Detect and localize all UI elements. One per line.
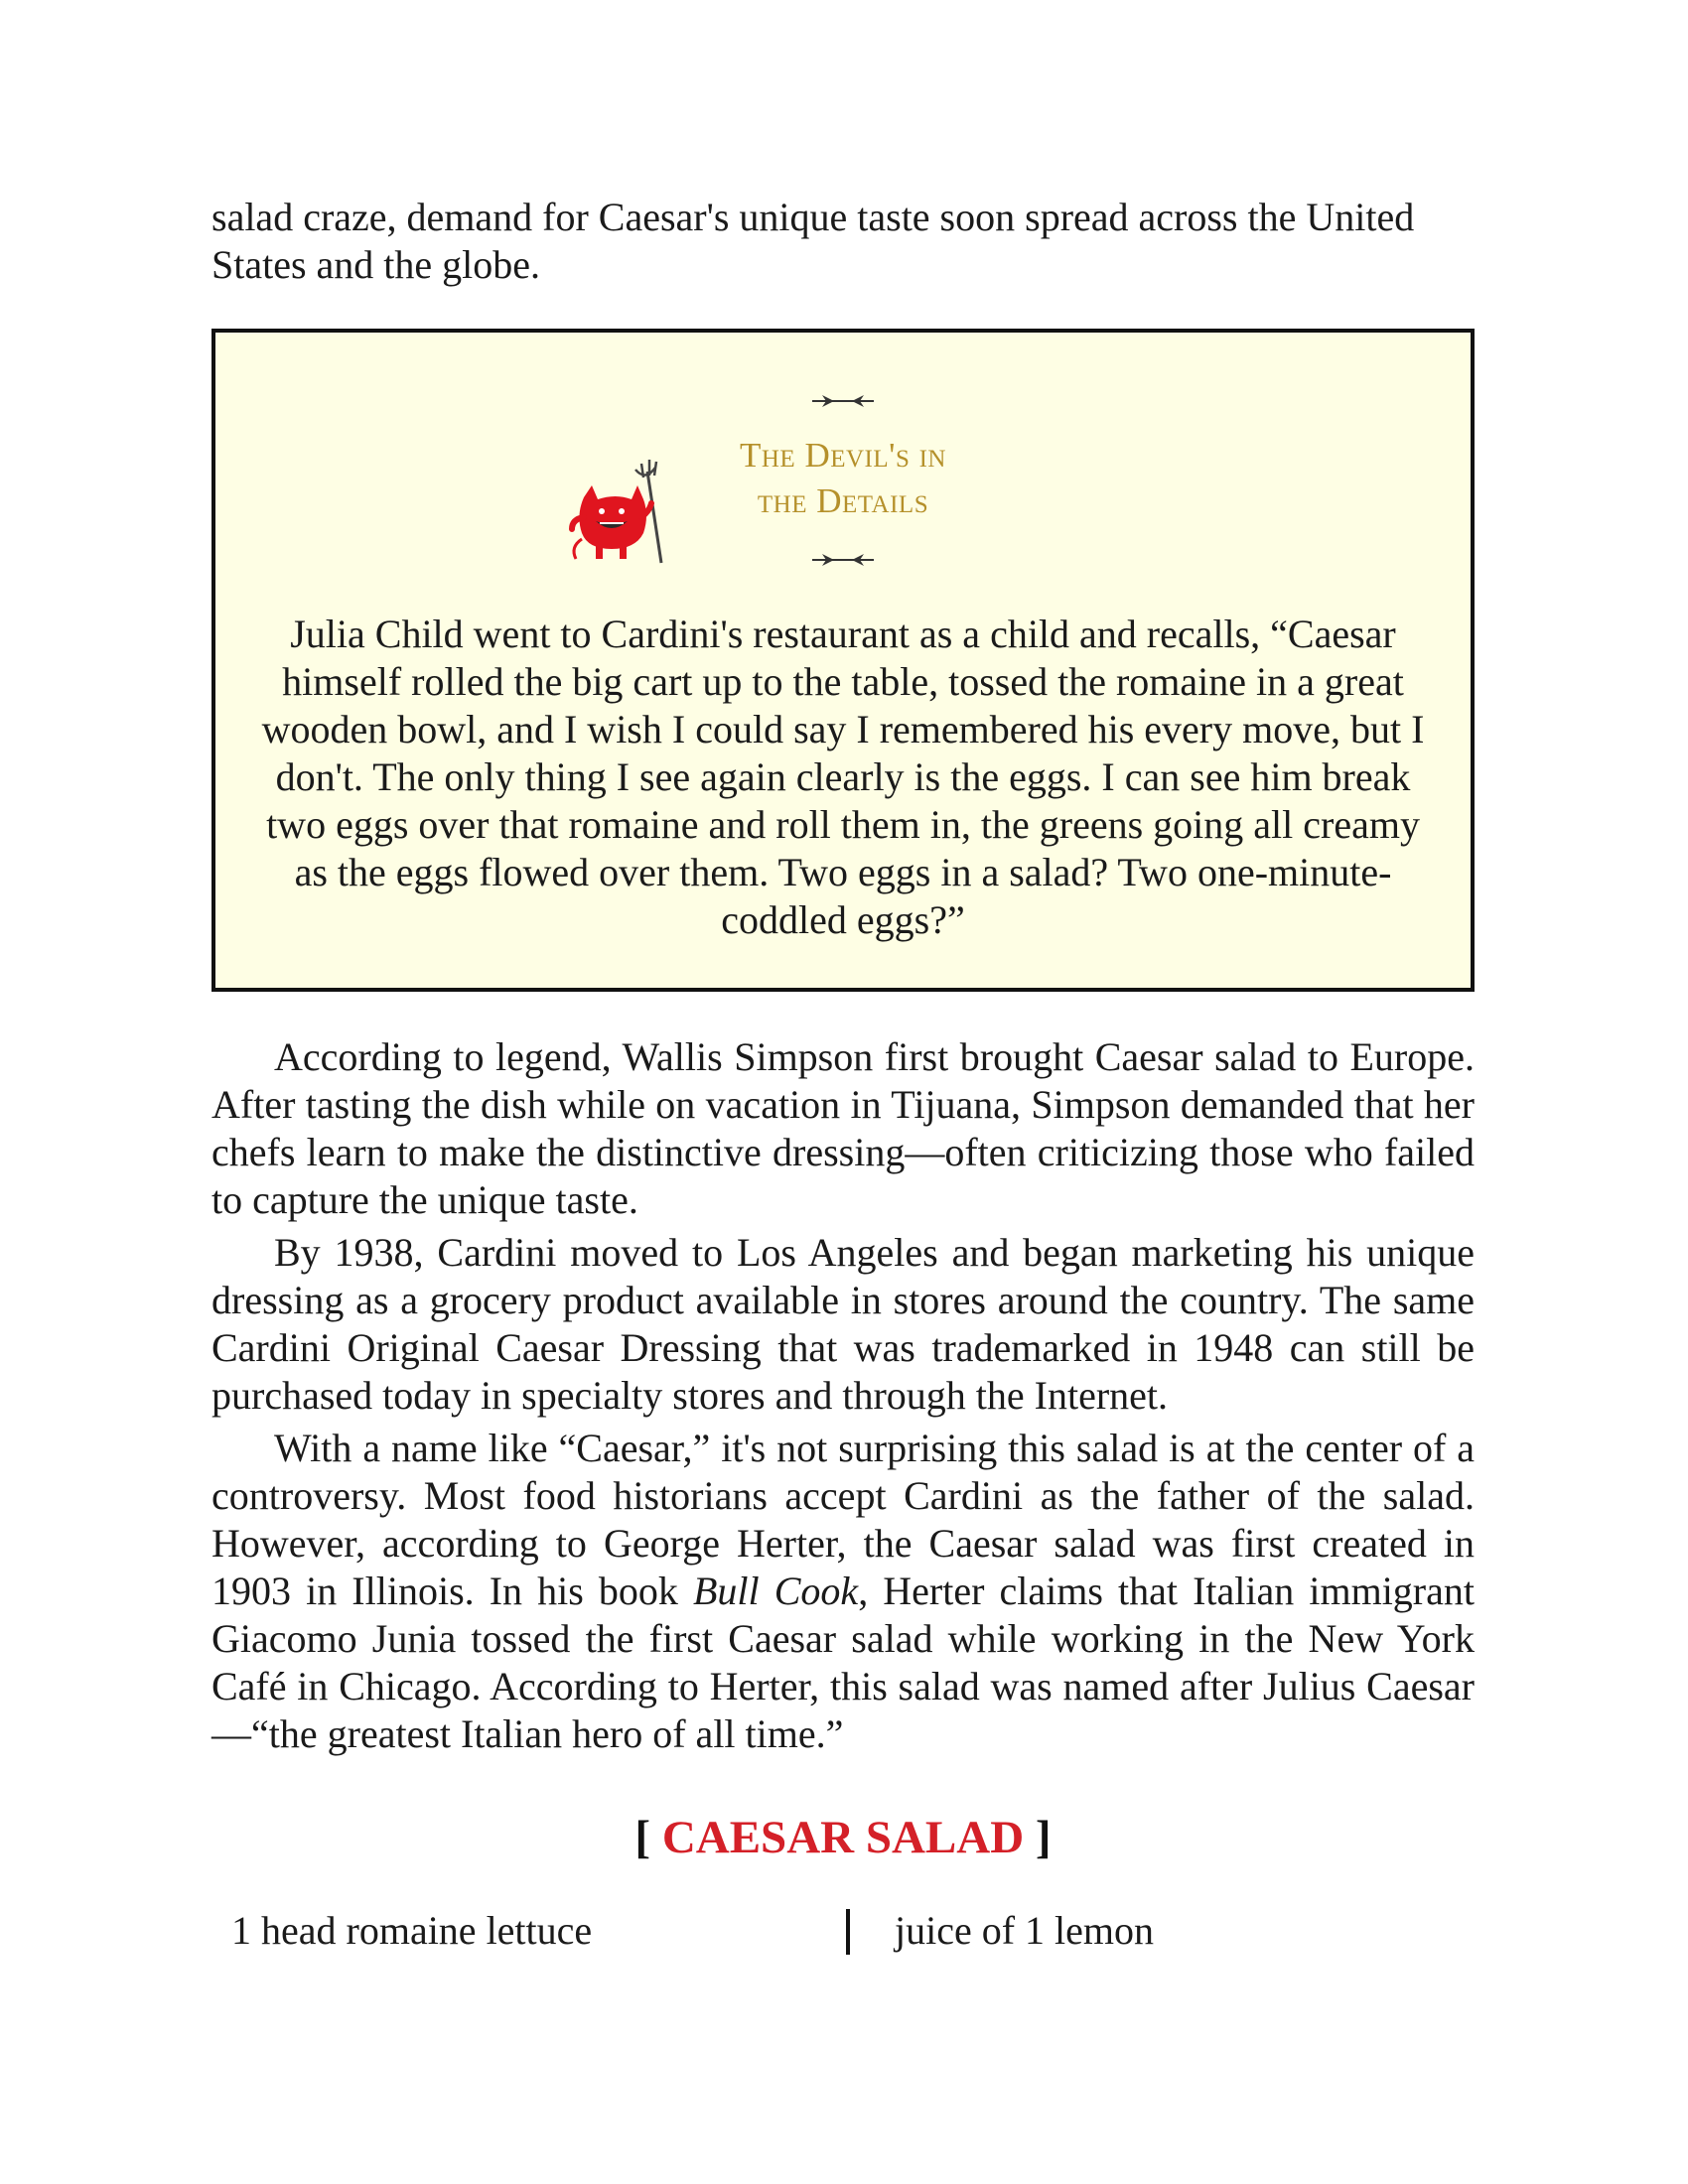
sidebar-title-line-2: the Details <box>757 481 929 520</box>
julia-child-quote: Julia Child went to Cardini's restaurant as a child and recalls, “Caesar himself rolled the big cart up to the table, tossed the romaine in a great wooden bowl, and I wish I could say I remembered his every move, but I don't. The only thing I see again clearly is the eggs. I can see him break two eggs over that romaine and roll them in, the greens going all creamy as the eggs flowed over them. Two eggs in a salad? Two one-minute-coddled eggs?” <box>261 612 1425 942</box>
arrow-ornament-icon <box>215 390 1471 412</box>
sidebar-title-line-1: The Devil's in <box>740 436 946 475</box>
controversy-text-end: , Herter claims that Italian immigrant Giacomo Junia tossed the first Caesar salad while working in the New York Café in Chicago. According to Herter, this salad was named after Julius Caesar—“the greatest Italian hero of all time.” <box>211 1569 1475 1756</box>
body-text <box>211 1033 1475 1758</box>
recipe-bracket-open: [ <box>634 1812 651 1863</box>
recipe-name: CAESAR SALAD <box>661 1812 1025 1863</box>
ingredient-lemon: juice of 1 lemon <box>895 1908 1155 1953</box>
paragraph-controversy <box>211 1425 1475 1758</box>
devils-details-sidebar <box>211 329 1475 992</box>
paragraph-wallis-simpson: According to legend, Wallis Simpson first brought Caesar salad to Europe. After tasting the dish while on vacation in Tijuana, Simpson demanded that her chefs learn to make the distinctive dressing—often criticizing those who failed to capture the unique taste. <box>211 1034 1475 1222</box>
paragraph-cardini-1938: By 1938, Cardini moved to Los Angeles and began marketing his unique dressing as a grocery product available in stores around the country. The same Cardini Original Caesar Dressing that was trademarked in 1948 can still be purchased today in specialty stores and through the Internet. <box>211 1230 1475 1418</box>
recipe-bracket-close: ] <box>1035 1812 1052 1863</box>
ingredient-column-divider <box>846 1909 850 1955</box>
page-content <box>211 194 1475 1963</box>
recipe-title <box>211 1810 1475 1865</box>
ingredient-list <box>211 1903 1475 1963</box>
controversy-text-start: With a name like “Caesar,” it's not surprising this salad is at the center of a controversy. Most food historians accept Cardini as the father of the salad. However, according to George Herter, the Caesar salad was first created in 1903 in Illinois. In his book <box>211 1426 1475 1613</box>
book-title-bull-cook: Bull Cook <box>693 1569 859 1613</box>
opening-paragraph: salad craze, demand for Caesar's unique taste soon spread across the United States and the globe. <box>211 195 1415 287</box>
ingredient-romaine: 1 head romaine lettuce <box>231 1908 593 1953</box>
arrow-ornament-icon <box>215 549 1471 571</box>
